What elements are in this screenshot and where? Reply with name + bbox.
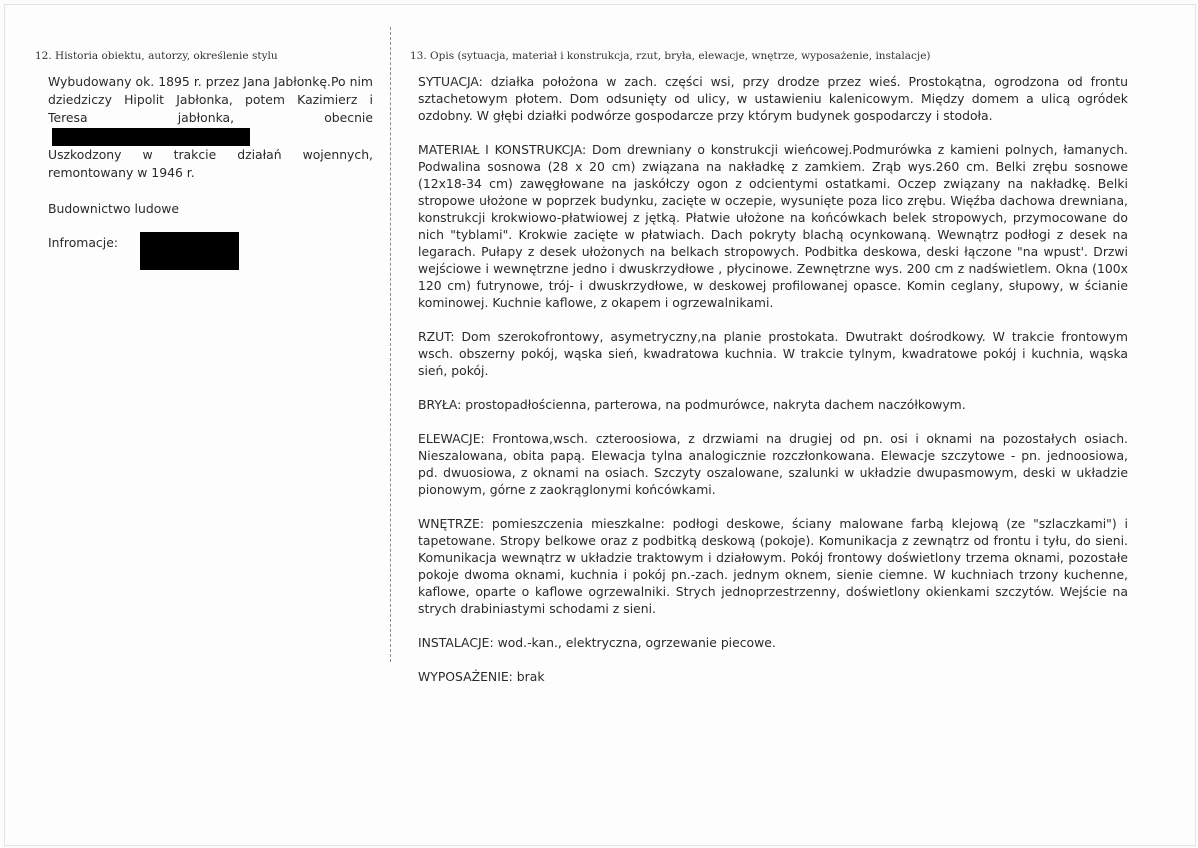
sytuacja-paragraph: SYTUACJA: działka położona w zach. części wsi, przy drodze przez wieś. Prostokątna, ogrodzona od frontu sztachetowym płotem. Dom odsunięty od ulicy, w ustawieniu kalenicowym. Między domem a ulicą ogródek ozdobny. W głębi działki podwórze gospodarcze przy którym budynek gospodarczy i stodoła. [418,74,1128,123]
history-text: Wybudowany ok. 1895 r. przez Jana Jabłonkę.Po nim dziedziczy Hipolit Jabłonka, potem Kazimierz i Teresa jabłonka, obecnie [48,74,373,125]
section-12-heading: 12. Historia obiektu, autorzy, określenie stylu [35,50,278,62]
bryla-paragraph: BRYŁA: prostopadłościenna, parterowa, na podmurówce, nakryta dachem naczółkowym. [418,397,966,412]
instalacje-paragraph: INSTALACJE: wod.-kan., elektryczna, ogrzewanie piecowe. [418,635,776,650]
material-paragraph: MATERIAŁ I KONSTRUKCJA: Dom drewniany o konstrukcji wieńcowej.Podmurówka z kamieni polnych, łamanych. Podwalina sosnowa (28 x 20 cm) związana na nakładkę z zamkiem. Zrąb wys.260 cm. Belki zrębu sosnowe (12x18-34 cm) zawęgłowane na jaskółczy ogon z odcientymi ostatkami. Oczep związany na nakładkę. Belki stropowe ułożone w poprzek budynku, zacięte w oczepie, wysunięte poza lico zrębu. Więźba dachowa drewniana, konstrukcji krokwiowo-płatwiowej z jętką. Płatwie ułożone na końcówkach belek stropowych, przymocowane do nich "tyblami". Krokwie zacięte w płatwiach. Dach pokryty blachą ocynkowaną. Wewnątrz podłogi z desek na legarach. Pułapy z desek ułożonych na belkach stropowych. Podbitka deskowa, deski łączone "na wpust'. Drzwi wejściowe i wewnętrzne jedno i dwuskrzydłowe , płycinowe. Zewnętrzne wys. 200 cm z nadświetlem. Okna (100x 120 cm) futrynowe, trój- i dwuskrzydłowe, w deskowej profilowanej opasce. Komin ceglany, słupowy, w ścianie kominowej. Kuchnie kaflowe, z okapem i ogrzewalnikami. [418,142,1128,310]
wnetrze-paragraph: WNĘTRZE: pomieszczenia mieszkalne: podłogi deskowe, ściany malowane farbą klejową (ze "szlaczkami") i tapetowane. Stropy belkowe oraz z podbitką deskową (pokoje). Komunikacja z zewnątrz od frontu i tyłu, do sieni. Komunikacja wewnątrz w układzie traktowym i działowym. Pokój frontowy doświetlony trzema oknami, pozostałe pokoje dwoma oknami, kuchnia i pokój pn.-zach. jednym oknem, sienie ciemne. W kuchniach trzony kuchenne, kaflowe, oparte o kaflowe ogrzewalniki. Strych jednoprzestrzenny, doświetlony okienkami szczytów. Wejście na strych drabiniastymi schodami z sieni. [418,516,1128,616]
info-row [48,232,373,272]
damage-text: Uszkodzony w trakcie działań wojennych, remontowany w 1946 r. [48,146,373,180]
rzut-paragraph: RZUT: Dom szerokofrontowy, asymetryczny,na planie prostokata. Dwutrakt dośrodkowy. W trakcie frontowym wsch. obszerny pokój, wąska sień, kwadratowa kuchnia. W trakcie tylnym, kwadratowe pokój i kuchnia, wąska sień, pokój. [418,329,1128,378]
description-column [418,73,1128,685]
redacted-block [52,128,250,146]
style-text: Budownictwo ludowe [48,200,180,216]
document-sheet [4,4,1196,846]
section-13-heading: 13. Opis (sytuacja, materiał i konstrukcja, rzut, bryła, elewacje, wnętrze, wyposażenie, instalacje) [410,50,931,62]
history-column [48,73,373,272]
history-paragraph [48,73,373,146]
wyposazenie-paragraph: WYPOSAŻENIE: brak [418,669,545,684]
elewacje-paragraph: ELEWACJE: Frontowa,wsch. czteroosiowa, z drzwiami na drugiej od pn. osi i oknami na pozostałych osiach. Nieszalowana, obita papą. Elewacja tylna analogicznie rozczłonkowana. Elewacje szczytowe - pn. jednoosiowa, pd. dwuosiowa, z oknami na osiach. Szczyty oszalowane, szalunki w układzie dwupasmowym, deski w układzie pionowym, górne z zaokrąglonymi końcówkami. [418,431,1128,497]
redacted-block [140,232,239,270]
column-divider [390,27,391,662]
info-label: Infromacje: [48,234,118,250]
